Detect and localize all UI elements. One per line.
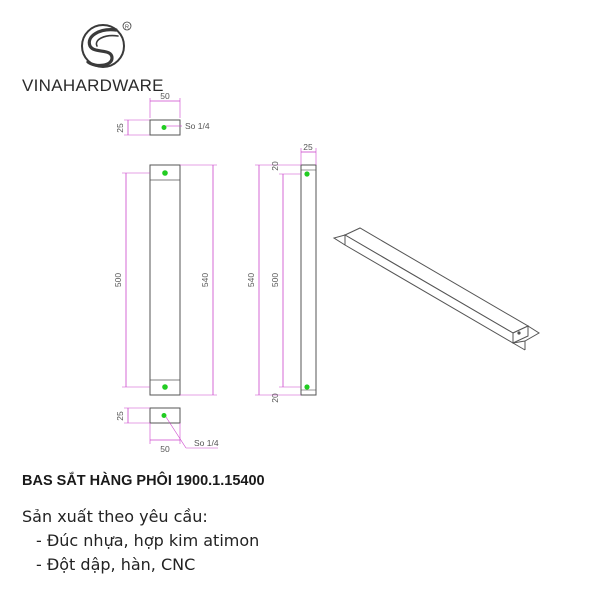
- top-note-label: So 1/4: [185, 121, 210, 131]
- option-item: - Đột dập, hàn, CNC: [22, 553, 259, 577]
- bottom-width-label: 50: [160, 444, 170, 454]
- screw-hole-marker-bottom: [162, 413, 167, 418]
- side-bottom-marker: [304, 384, 309, 389]
- bottom-height-label: 25: [115, 411, 125, 421]
- product-title: BAS SẮT HÀNG PHÔI 1900.1.15400: [22, 473, 265, 489]
- option-list: [22, 529, 259, 577]
- front-inner-label: 500: [113, 272, 123, 288]
- bottom-note-label: So 1/4: [194, 438, 219, 448]
- registered-mark: R: [125, 24, 129, 31]
- side-top-gap-label: 20: [270, 161, 280, 171]
- side-bottom-gap-label: 20: [270, 393, 280, 403]
- bottom-mount-marker: [162, 384, 168, 390]
- side-inner-label: 500: [270, 272, 280, 288]
- description-intro: Sản xuất theo yêu cầu:: [22, 507, 208, 526]
- top-width-label: 50: [160, 91, 170, 101]
- side-total-label: 540: [246, 272, 256, 288]
- front-outer-label: 540: [200, 272, 210, 288]
- top-height-label: 25: [115, 123, 125, 133]
- side-view: [246, 142, 316, 403]
- top-view: [115, 91, 210, 135]
- isometric-view: [334, 228, 539, 350]
- option-item: - Đúc nhựa, hợp kim atimon: [22, 529, 259, 553]
- front-view: [113, 165, 217, 395]
- screw-hole-marker: [162, 125, 167, 130]
- bottom-view: [115, 408, 219, 454]
- vinahardware-logo: [82, 22, 131, 67]
- product-description: [22, 505, 259, 577]
- top-mount-marker: [162, 170, 168, 176]
- side-width-label: 25: [303, 142, 313, 152]
- brand-name: VINAHARDWARE: [22, 76, 164, 95]
- side-top-marker: [304, 171, 309, 176]
